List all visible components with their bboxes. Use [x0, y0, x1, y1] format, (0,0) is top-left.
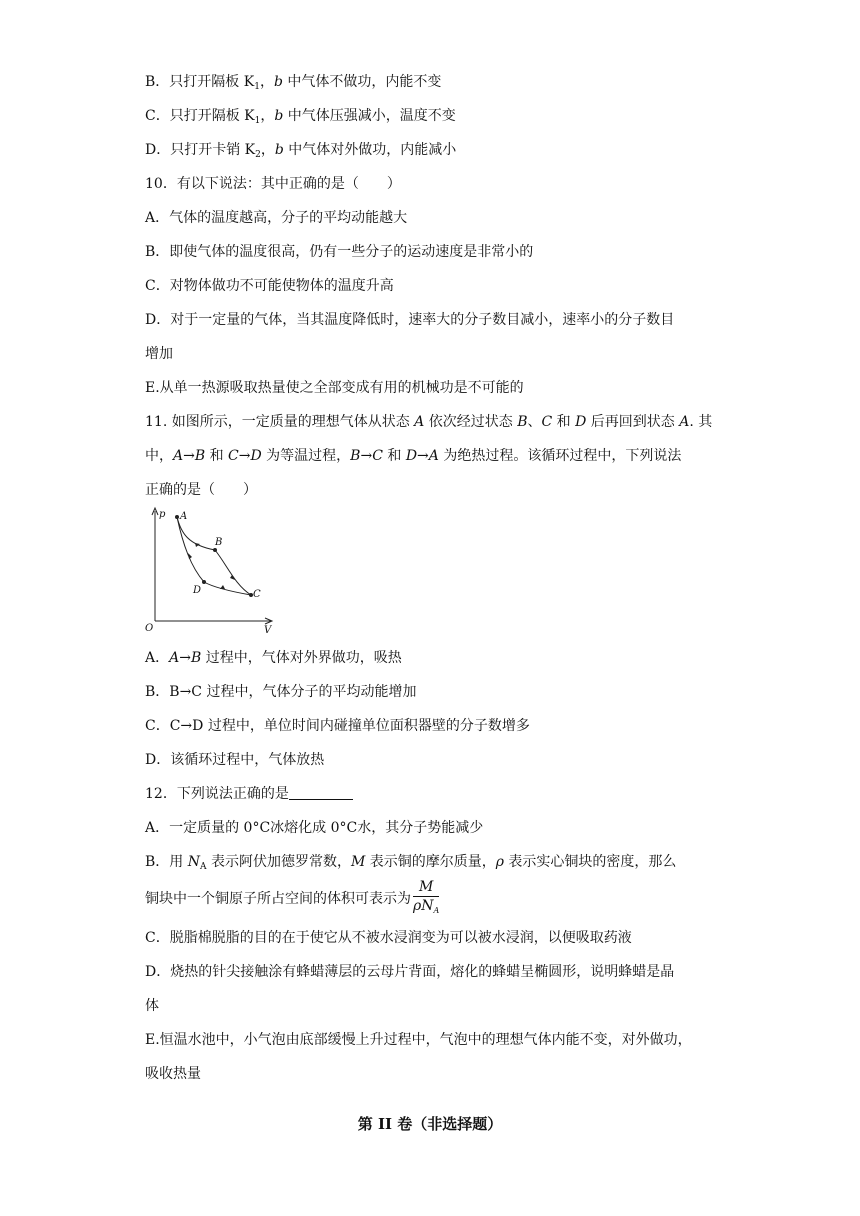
q11-option-a: A．A→B 过程中，气体对外界做功，吸热	[145, 650, 402, 666]
q12-option-d-line2: 体	[145, 998, 159, 1014]
origin-label: O	[145, 623, 154, 634]
q12-option-e-line2: 吸收热量	[145, 1066, 201, 1082]
point-d-dot	[202, 580, 206, 584]
section-title: 第 II 卷（非选择题）	[357, 1115, 503, 1133]
q11-stem-line2: 中，A→B 和 C→D 为等温过程，B→C 和 D→A 为绝热过程。该循环过程中，下列说法	[145, 448, 682, 464]
volume-fraction: $\frac{M}{\rho N_A}$	[413, 879, 440, 915]
point-d-label: D	[193, 585, 202, 596]
pv-cycle-diagram	[143, 505, 278, 635]
q9-option-c: C．只打开隔板 $K_1$，b 中气体压强减小，温度不变	[145, 108, 456, 126]
q11-option-c: C．C→D 过程中，单位时间内碰撞单位面积器壁的分子数增多	[145, 718, 530, 734]
v-axis-label: V	[264, 625, 272, 635]
answer-blank	[289, 785, 353, 800]
point-b-label: B	[215, 537, 223, 548]
q12-option-b-line1: B．用 $N_A$ 表示阿伏加德罗常数，M 表示铜的摩尔质量，ρ 表示实心铜块的密度，那么	[145, 854, 677, 872]
q10-stem: 10．有以下说法：其中正确的是（ ）	[145, 176, 401, 192]
q10-option-d-line1: D．对于一定量的气体，当其温度降低时，速率大的分子数目减小，速率小的分子数目	[145, 312, 675, 328]
q10-option-c: C．对物体做功不可能使物体的温度升高	[145, 278, 394, 294]
q12-option-e-line1: E.恒温水池中，小气泡由底部缓慢上升过程中，气泡中的理想气体内能不变，对外做功，	[145, 1032, 692, 1048]
q9-option-d: D．只打开卡销 $K_2$，b 中气体对外做功，内能减小	[145, 142, 457, 160]
point-a-label: A	[180, 511, 188, 522]
curve-d-to-a	[177, 517, 204, 582]
q12-stem: 12．下列说法正确的是	[145, 784, 353, 804]
arrow-d-to-a	[188, 553, 192, 559]
q10-option-e: E.从单一热源吸取热量使之全部变成有用的机械功是不可能的	[145, 380, 524, 396]
point-c-label: C	[253, 589, 261, 600]
q11-stem-line1: 11. 如图所示，一定质量的理想气体从状态 A 依次经过状态 B、C 和 D 后再回到状态 A. 其	[145, 414, 713, 430]
q10-option-b: B．即使气体的温度很高，仍有一些分子的运动速度是非常小的	[145, 244, 534, 260]
q12-option-c: C．脱脂棉脱脂的目的在于使它从不被水浸润变为可以被水浸润，以便吸取药液	[145, 930, 632, 946]
q12-option-a: A．一定质量的 0°C冰熔化成 0°C水，其分子势能减少	[145, 820, 484, 836]
q12-option-b-line2: 铜块中一个铜原子所占空间的体积可表示为 $\frac{M}{\rho N_A}$	[145, 878, 439, 920]
p-axis-label: p	[159, 509, 166, 520]
q11-stem-line3: 正确的是（ ）	[145, 482, 257, 498]
point-a-dot	[175, 515, 179, 519]
arrow-c-to-d	[220, 585, 225, 589]
q10-option-a: A．气体的温度越高，分子的平均动能越大	[145, 210, 408, 226]
q11-option-b: B．B→C 过程中，气体分子的平均动能增加	[145, 684, 417, 700]
q10-option-d-line2: 增加	[145, 346, 173, 362]
curve-c-to-d	[204, 582, 251, 595]
q9-option-b: B．只打开隔板 $K_1$，b 中气体不做功，内能不变	[145, 74, 442, 92]
q12-option-d-line1: D．烧热的针尖接触涂有蜂蜡薄层的云母片背面，熔化的蜂蜡呈椭圆形，说明蜂蜡是晶	[145, 964, 675, 980]
point-b-dot	[213, 548, 217, 552]
q11-option-d: D．该循环过程中，气体放热	[145, 752, 325, 768]
